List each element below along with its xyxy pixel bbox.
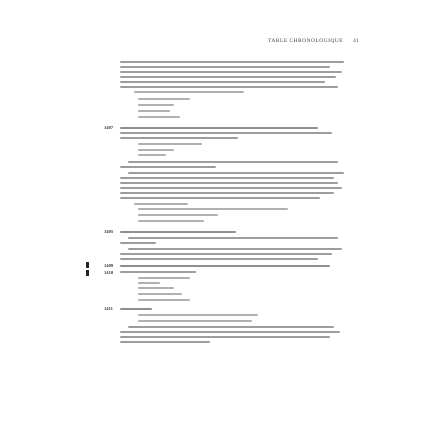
text-line	[138, 116, 180, 118]
text-line	[120, 265, 330, 267]
text-line	[138, 208, 288, 210]
year-label: 1407	[104, 125, 114, 130]
running-head: TABLE CHRONOLOGIQUE	[268, 38, 344, 44]
text-line	[120, 242, 156, 244]
text-line	[138, 154, 166, 156]
text-line	[138, 320, 252, 322]
text-line	[138, 220, 204, 222]
text-line	[120, 61, 344, 63]
text-line	[138, 98, 190, 100]
text-line	[128, 248, 342, 250]
text-line	[138, 110, 170, 112]
text-line	[120, 197, 320, 199]
text-line	[120, 231, 236, 233]
text-line	[120, 258, 318, 260]
text-line	[138, 143, 202, 145]
text-line	[138, 293, 182, 295]
text-line	[120, 182, 338, 184]
text-line	[120, 86, 338, 88]
year-label: 1411	[104, 306, 113, 311]
text-line	[120, 127, 318, 129]
text-line	[138, 104, 174, 106]
margin-marker	[86, 262, 89, 268]
text-line	[134, 91, 244, 93]
text-line	[120, 187, 342, 189]
margin-marker	[86, 270, 89, 276]
text-line	[120, 177, 334, 179]
text-line	[120, 71, 342, 73]
text-line	[120, 76, 336, 78]
year-label: 1410	[104, 270, 114, 275]
text-line	[138, 149, 174, 151]
text-line	[120, 271, 196, 273]
text-line	[128, 326, 334, 328]
text-line	[128, 161, 338, 163]
text-line	[120, 66, 330, 68]
year-label: 1409	[104, 263, 114, 268]
page-number: 41	[353, 38, 359, 44]
text-line	[138, 287, 174, 289]
text-line	[120, 253, 332, 255]
text-line	[120, 336, 330, 338]
text-line	[120, 331, 340, 333]
text-line	[138, 282, 160, 284]
text-line	[120, 192, 334, 194]
text-line	[120, 132, 332, 134]
text-line	[128, 172, 344, 174]
text-line	[138, 277, 190, 279]
text-line	[134, 203, 188, 205]
text-line	[120, 166, 216, 168]
text-line	[120, 81, 325, 83]
text-line	[120, 341, 210, 343]
text-line	[120, 137, 238, 139]
text-line	[138, 214, 218, 216]
text-line	[120, 308, 152, 310]
text-line	[138, 314, 258, 316]
year-label: 1405	[104, 229, 114, 234]
text-line	[138, 299, 190, 301]
text-line	[128, 237, 338, 239]
